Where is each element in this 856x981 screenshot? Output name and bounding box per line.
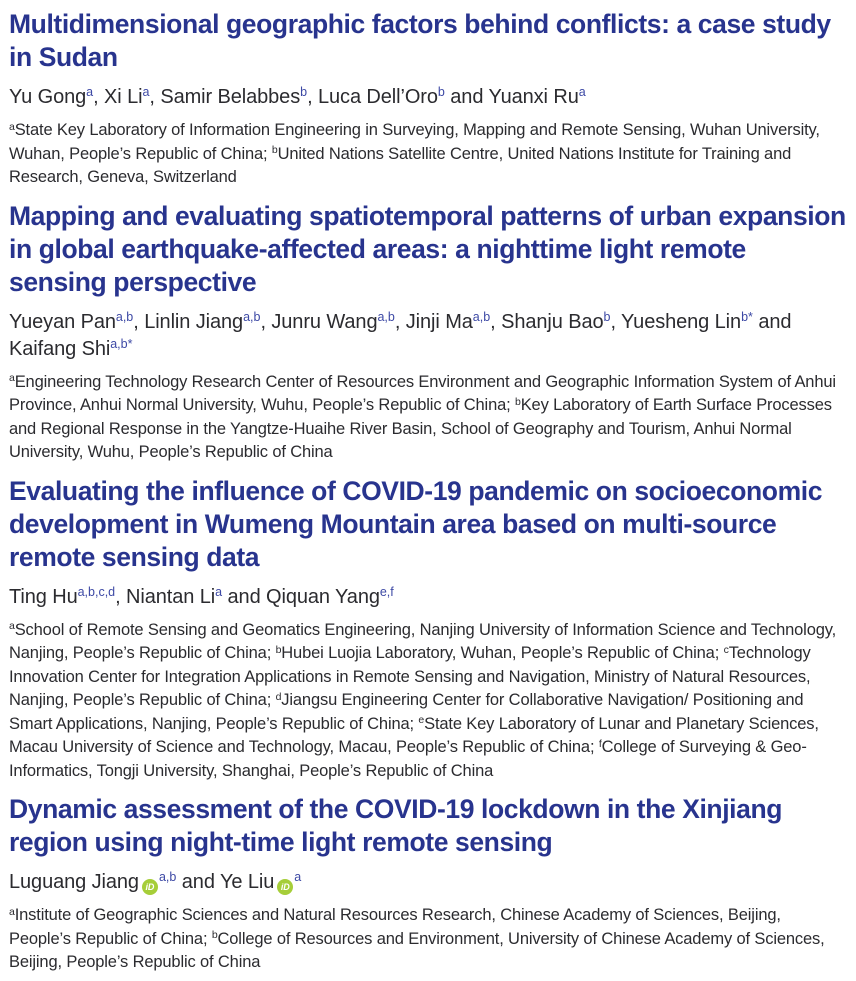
affiliation-separator: ; (266, 691, 276, 709)
author-separator: , (149, 86, 161, 108)
author-affiliation-superscript: b (300, 85, 308, 100)
affiliation-separator: ; (266, 644, 276, 662)
author-affiliation-superscript: a,b (115, 309, 134, 324)
affiliation-text: College of Resources and Environment, University of Chinese Academy of Sciences, Beijing, People’s Republic of China (9, 929, 825, 971)
author-name: Yuesheng Lin (621, 310, 742, 333)
article-title[interactable]: Mapping and evaluating spatiotemporal patterns of urban expansion in global earthquake-affected areas: a nighttime light remote sensing perspective (9, 200, 846, 297)
author-name: Niantan Li (126, 585, 216, 608)
affiliation-text: State Key Laboratory of Lunar and Planetary Sciences, Macau University of Science and Technology, Macau, People’s Republic of China (9, 714, 819, 756)
article-title[interactable]: Evaluating the influence of COVID-19 pandemic on socioeconomic development in Wumeng Mountain area based on multi-source remote sensing data (9, 475, 823, 572)
author-separator: , (394, 310, 406, 333)
author-name: Luca Dell’Oro (318, 86, 438, 108)
affiliation-text: Engineering Technology Research Center of Resources Environment and Geographic Information System of Anhui Province, Anhui Normal University, Wuhu, People’s Republic of China (9, 372, 836, 414)
affiliation-superscript: a (9, 620, 15, 633)
author-affiliation-superscript: b (437, 85, 445, 100)
author-separator: and (176, 871, 220, 893)
author-name: Linlin Jiang (144, 310, 244, 333)
article-entry (9, 200, 847, 465)
affiliation-superscript: a (9, 372, 15, 385)
author-line (9, 309, 847, 363)
affiliation-separator: ; (202, 929, 212, 948)
orcid-icon[interactable]: iD (277, 879, 293, 895)
author-affiliation-superscript: a,b,c,d (77, 584, 116, 599)
author-affiliation-superscript: a,b (472, 309, 491, 324)
affiliation-superscript: a (9, 905, 15, 918)
author-name: Jinji Ma (405, 310, 473, 333)
affiliation-text: School of Remote Sensing and Geomatics Engineering, Nanjing University of Information Science and Technology, Nanjing, People’s Republic of China (9, 620, 837, 662)
author-name: Junru Wang (271, 310, 378, 333)
orcid-icon[interactable]: iD (142, 879, 158, 895)
author-affiliation-superscript: a,b* (110, 336, 133, 351)
author-affiliation-superscript: a,b (158, 870, 177, 885)
affiliation-superscript: b (275, 643, 282, 656)
affiliation-text: College of Surveying & Geo-Informatics, Tongji University, Shanghai, People’s Republic of China (9, 738, 807, 780)
author-separator: , (490, 310, 502, 333)
author-separator: , (133, 310, 145, 333)
article-title[interactable]: Dynamic assessment of the COVID-19 lockdown in the Xinjiang region using night-time light remote sensing (9, 794, 783, 857)
author-name: Qiquan Yang (266, 585, 380, 608)
author-separator: , (260, 310, 272, 333)
author-affiliation-superscript: a (215, 584, 223, 599)
author-separator: , (93, 86, 105, 108)
affiliation-text: United Nations Satellite Centre, United Nations Institute for Training and Research, Geneva, Switzerland (9, 144, 792, 186)
affiliation-superscript: b (271, 144, 278, 157)
author-affiliation-superscript: b* (741, 309, 753, 324)
author-affiliation-superscript: e,f (379, 584, 394, 599)
affiliation-separator: ; (589, 738, 599, 756)
article-entry (9, 8, 847, 190)
author-name: Samir Belabbes (160, 86, 301, 108)
author-name: Xi Li (104, 86, 143, 108)
author-name: Ye Liu (219, 871, 275, 893)
author-line (9, 869, 847, 896)
affiliation-text: Institute of Geographic Sciences and Natural Resources Research, Chinese Academy of Sciences, Beijing, People’s Republic of China (9, 906, 781, 948)
author-name: Luguang Jiang (9, 871, 139, 893)
author-name: Kaifang Shi (9, 337, 111, 360)
author-affiliation-superscript: a (86, 85, 94, 100)
affiliation-superscript: b (211, 929, 218, 942)
author-name: Ting Hu (9, 585, 78, 608)
article-entry (9, 475, 847, 784)
author-separator: , (115, 585, 127, 608)
affiliation-separator: ; (409, 714, 419, 733)
author-separator: , (610, 310, 622, 333)
author-name: Yueyan Pan (9, 310, 116, 333)
affiliation-text: Hubei Luojia Laboratory, Wuhan, People’s Republic of China (281, 644, 715, 662)
affiliation-superscript: e (418, 714, 425, 727)
article-title[interactable]: Multidimensional geographic factors behind conflicts: a case study in Sudan (9, 9, 831, 72)
affiliation-superscript: b (515, 395, 521, 408)
affiliation-separator: ; (263, 144, 272, 163)
author-name: Shanju Bao (501, 310, 604, 333)
affiliation-text: State Key Laboratory of Information Engineering in Surveying, Mapping and Remote Sensing, Wuhan University, Wuhan, People’s Republic of China (9, 121, 820, 163)
affiliation-separator: ; (506, 396, 515, 414)
affiliation-superscript: a (9, 120, 15, 133)
author-line (9, 84, 847, 111)
affiliation-separator: ; (714, 644, 724, 662)
affiliation-text: Key Laboratory of Earth Surface Processes and Regional Response in the Yangtze-Huaihe River Basin, School of Geography and Tourism, Anhui Normal University, Wuhu, People’s Republic of China (9, 396, 832, 461)
author-separator: and (752, 310, 792, 333)
affiliation-line (9, 119, 847, 190)
affiliation-text: Jiangsu Engineering Center for Collaborative Navigation/ Positioning and Smart Applications, Nanjing, People’s Republic of China (9, 691, 804, 733)
affiliation-line (9, 619, 847, 784)
author-affiliation-superscript: a,b (243, 309, 261, 324)
author-separator: and (444, 86, 489, 108)
affiliation-line (9, 904, 847, 975)
author-line (9, 584, 847, 611)
author-name: Yu Gong (9, 86, 87, 108)
author-affiliation-superscript: a (294, 870, 302, 885)
author-affiliation-superscript: a,b (377, 309, 395, 324)
author-affiliation-superscript: a (142, 85, 150, 100)
affiliation-superscript: c (723, 643, 729, 656)
affiliation-superscript: f (598, 737, 602, 750)
author-separator: , (307, 86, 318, 108)
author-name: Yuanxi Ru (488, 86, 579, 108)
affiliation-text: Technology Innovation Center for Integration Applications in Remote Sensing and Navigation, Ministry of Natural Resources, Nanjing, People’s Republic of China (9, 644, 811, 709)
author-affiliation-superscript: b (603, 309, 611, 324)
author-separator: and (222, 585, 267, 608)
author-affiliation-superscript: a (578, 85, 586, 100)
affiliation-superscript: d (275, 690, 282, 703)
article-entry (9, 793, 847, 975)
affiliation-line (9, 371, 847, 465)
